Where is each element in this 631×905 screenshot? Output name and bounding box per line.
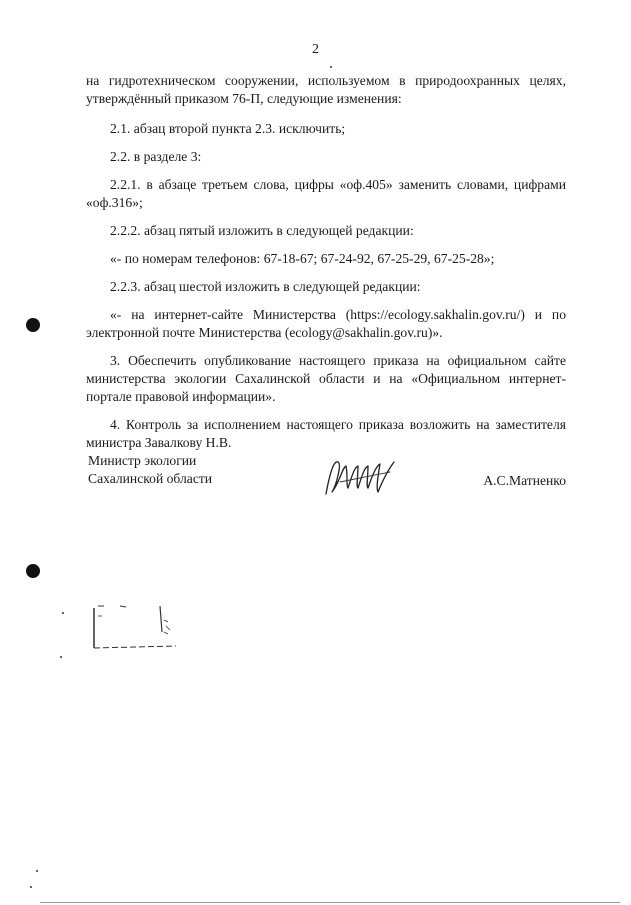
paragraph-2-1: 2.1. абзац второй пункта 2.3. исключить; [110,121,346,136]
dust-speck [330,66,332,68]
paragraph-2-2: 2.2. в разделе 3: [110,149,202,164]
hole-punch-bottom [26,564,40,578]
dust-speck [60,656,62,658]
paragraph-2-2-3: 2.2.3. абзац шестой изложить в следующей редакции: [110,279,421,294]
registration-stamp-mark [90,602,180,652]
signer-name: А.С.Матненко [483,473,566,488]
signer-title-line-2: Сахалинской области [88,471,213,486]
paragraph-2-2-2: 2.2.2. абзац пятый изложить в следующей редакции: [110,223,414,238]
page-number: 2 [312,42,319,57]
signer-title [88,452,212,488]
signer-title-line-1: Министр экологии [88,453,197,468]
dust-speck [30,886,32,888]
paragraph-2-2-1: 2.2.1. в абзаце третьем слова, цифры «оф.405» заменить словами, цифрами «оф.316»; [86,177,566,210]
paragraph-website: «- на интернет-сайте Министерства (https://ecology.sakhalin.gov.ru/) и по электронной почте Министерства (ecology@sakhalin.gov.ru)». [86,307,566,340]
paragraph-phones: «- по номерам телефонов: 67-18-67; 67-24-92, 67-25-29, 67-25-28»; [110,251,495,266]
dust-speck [36,870,38,872]
signature-block [86,452,566,512]
paragraph-4: 4. Контроль за исполнением настоящего приказа возложить на заместителя министра Завалкову Н.В. [86,417,566,450]
paragraph-3: 3. Обеспечить опубликование настоящего приказа на официальном сайте министерства экологии Сахалинской области и на «Официальном интернет-портале правовой информации». [86,353,566,404]
scan-edge-line [40,902,620,903]
hole-punch-top [26,318,40,332]
dust-speck [62,612,64,614]
handwritten-signature [320,452,400,500]
paragraph-intro-continuation: на гидротехническом сооружении, используемом в природоохранных целях, утверждённый приказом 76-П, следующие изменения: [86,73,566,106]
document-body [86,72,566,462]
